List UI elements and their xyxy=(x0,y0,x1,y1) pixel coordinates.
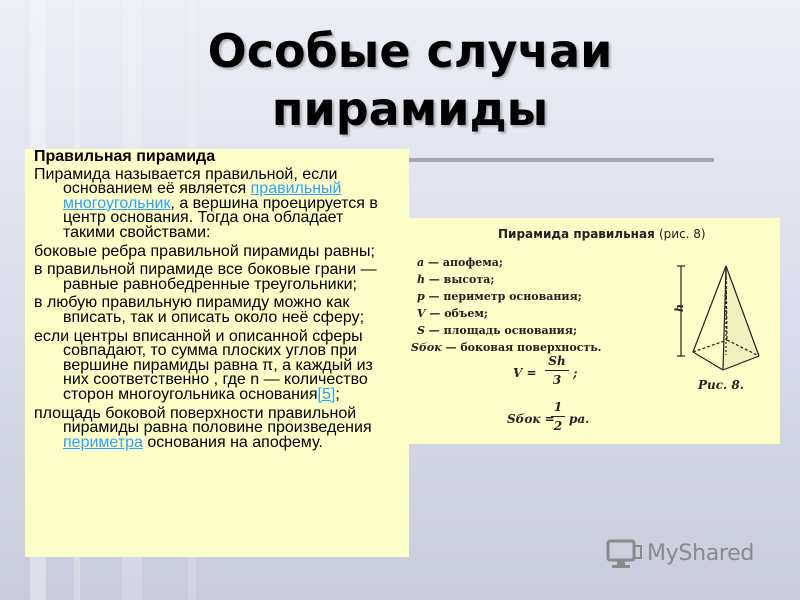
regular-polygon-link[interactable]: правильный многоугольник xyxy=(63,180,342,212)
slide-title-line2: пирамиды xyxy=(271,82,549,136)
logo-text: MyShared xyxy=(647,541,755,566)
lateral-formula-lhs: Sбок = xyxy=(507,412,555,426)
legend-desc: — апофема; xyxy=(427,256,503,269)
pyramid-drawing xyxy=(671,260,771,380)
figure-title-bold: Пирамида правильная xyxy=(498,227,655,241)
property-item xyxy=(34,404,399,451)
legend-desc: — высота; xyxy=(428,273,495,286)
volume-formula-fraction xyxy=(545,354,569,387)
legend-symbol: p xyxy=(417,290,425,303)
footnote-link[interactable]: [5] xyxy=(317,385,336,403)
title-divider xyxy=(392,158,714,162)
monitor-icon xyxy=(605,536,643,570)
property-text: если центры вписанной и описанной сферы совпадают, то сумма плоских углов при вершине пирамиды равна π, а каждый из них соответственно , где n — количество сторон многоугольника основания xyxy=(34,327,373,403)
height-label: h xyxy=(673,304,686,312)
pyramid-figure xyxy=(403,218,780,444)
property-text-end: основания на апофему. xyxy=(142,433,323,451)
myshared-logo xyxy=(605,536,775,572)
legend-desc: — периметр основания; xyxy=(428,290,582,303)
volume-formula-tail: ; xyxy=(573,366,578,380)
property-item: в любую правильную пирамиду можно как вписать, так и описать около неё сферу; xyxy=(34,294,365,326)
volume-formula-lhs: V = xyxy=(513,366,537,380)
definition-paragraph xyxy=(34,165,399,241)
legend-symbol: S xyxy=(417,324,425,337)
property-item xyxy=(34,327,399,403)
legend-desc: — объем; xyxy=(429,307,488,320)
fraction-numerator: 1 xyxy=(553,400,563,414)
slide-title xyxy=(0,22,800,138)
text-panel xyxy=(25,149,409,557)
legend-item xyxy=(417,324,577,337)
legend-item xyxy=(417,307,488,320)
legend-symbol: a xyxy=(417,256,425,269)
property-item: в правильной пирамиде все боковые грани — равные равнобедренные треугольники; xyxy=(34,261,377,293)
figure-title-ref: (рис. 8) xyxy=(658,227,706,241)
legend-item xyxy=(417,256,503,269)
definition-text-end: , а вершина проецируется в центр основания. Тогда она обладает такими свойствами: xyxy=(63,194,378,241)
property-text: площадь боковой поверхности правильной пирамиды равна половине произведения xyxy=(34,404,372,437)
legend-item xyxy=(417,273,494,286)
legend-desc: — боковая поверхность. xyxy=(445,341,602,354)
legend-symbol: V xyxy=(417,307,426,320)
legend-symbol: Sбок xyxy=(411,341,442,354)
property-text-end: ; xyxy=(335,385,340,403)
perimeter-link[interactable]: периметра xyxy=(63,433,143,451)
fraction-numerator: Sh xyxy=(548,354,566,368)
figure-label: Рис. 8. xyxy=(698,378,744,392)
panel-heading: Правильная пирамида xyxy=(34,149,216,165)
lateral-formula-fraction xyxy=(551,400,565,433)
legend-item xyxy=(411,341,602,354)
fraction-denominator: 3 xyxy=(552,373,562,387)
definition-text: Пирамида называется правильной, если основанием её является xyxy=(34,165,338,198)
legend-desc: — площадь основания; xyxy=(428,324,578,337)
fraction-denominator: 2 xyxy=(553,419,563,433)
property-item: боковые ребра правильной пирамиды равны; xyxy=(34,242,375,260)
legend-symbol: h xyxy=(417,273,425,286)
lateral-formula-tail: pa. xyxy=(569,412,590,426)
figure-title xyxy=(498,227,706,241)
slide-title-line1: Особые случаи xyxy=(207,24,613,78)
legend-item xyxy=(417,290,582,303)
